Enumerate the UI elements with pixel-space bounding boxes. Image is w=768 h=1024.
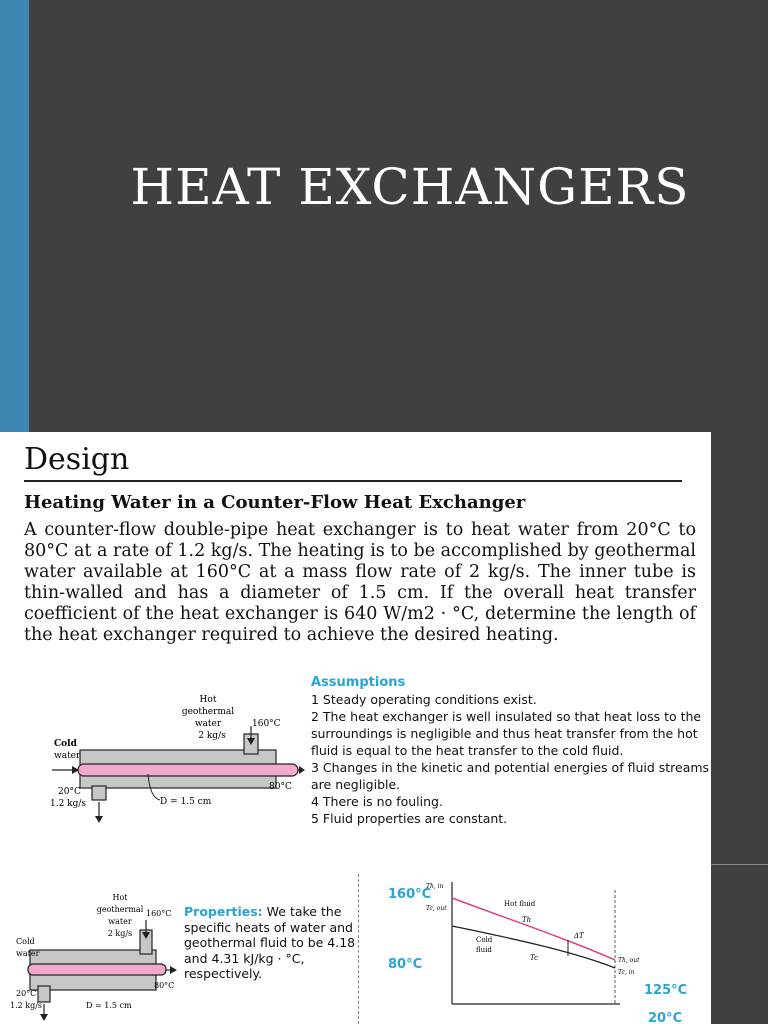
slide-title: HEAT EXCHANGERS [130, 158, 690, 216]
hot-label-2: geothermal [96, 905, 144, 914]
hot-label-3: water [194, 719, 222, 729]
temperature-profile-graph [380, 880, 710, 1024]
hot-label-2: geothermal [181, 707, 235, 717]
hot-label-1: Hot [112, 893, 128, 902]
th-in-label: Th, in [426, 883, 444, 890]
delta-t-label: ΔT [574, 932, 584, 940]
heat-exchanger-diagram [40, 690, 305, 830]
assumptions-block [311, 674, 711, 827]
cold-temp-in: 20°C [58, 787, 81, 797]
properties-text: We take the specific heats of water and geothermal fluid to be 4.18 and 4.31 kJ/kg · °C, respectively. [184, 904, 356, 981]
properties-block [184, 904, 360, 982]
tc-label: Tc [530, 954, 539, 962]
diameter-label: D = 1.5 cm [86, 1001, 132, 1010]
th-out-label: Th, out [618, 957, 640, 964]
sidebar-divider [711, 864, 768, 865]
hot-temp: 160°C [252, 719, 281, 729]
properties-title: Properties: [184, 904, 263, 919]
design-slide [0, 432, 768, 1024]
assumption-item: 4 There is no fouling. [311, 794, 443, 809]
heading-rule [24, 480, 682, 482]
cold-label-1: Cold [54, 739, 77, 749]
cold-flow: 1.2 kg/s [50, 799, 87, 809]
tc-out-label: Tc, out [426, 905, 447, 912]
hot-flow: 2 kg/s [107, 929, 133, 938]
section-heading: Design [24, 442, 130, 477]
hot-fluid-label: Hot fluid [504, 900, 536, 908]
outlet-temp: 80°C [269, 782, 292, 792]
title-slide [0, 0, 768, 432]
th-label: Th [522, 916, 532, 924]
assumption-item: 3 Changes in the kinetic and potential energies of fluid streams are negligible. [311, 760, 710, 792]
separator [358, 874, 359, 1024]
diameter-label: D = 1.5 cm [160, 797, 212, 807]
hot-flow: 2 kg/s [198, 731, 226, 741]
t-cold-out: 80°C [388, 957, 423, 972]
t-hot-in: 160°C [388, 887, 432, 902]
cold-fluid-label-1: Cold [476, 936, 493, 944]
cold-label-2: water [54, 751, 81, 761]
hot-temp: 160°C [146, 909, 172, 918]
cold-label-2: water [16, 949, 40, 958]
outlet-temp: 80°C [154, 981, 175, 990]
problem-statement: A counter-flow double-pipe heat exchanger is to heat water from 20°C to 80°C at a rate of 1.2 kg/s. The heating is to be accomplished by geothermal water available at 160°C at a mass flow rate of 2 kg/s. The inner tube is thin-walled and has a diameter of 1.5 cm. If the overall heat transfer coefficient of the heat exchanger is 640 W/m2 · °C, determine the length of the heat exchanger required to achieve the desired heating. [24, 520, 696, 645]
right-sidebar [711, 432, 768, 1024]
t-hot-out: 125°C [644, 983, 688, 998]
cold-label-1: Cold [16, 937, 35, 946]
cold-fluid-label-2: fluid [476, 946, 492, 954]
assumption-item: 2 The heat exchanger is well insulated so that heat loss to the surroundings is negligible and thus heat transfer from the hot fluid is equal to the heat transfer to the cold fluid. [311, 709, 702, 758]
cold-temp-in: 20°C [16, 989, 37, 998]
t-cold-in: 20°C [648, 1011, 683, 1024]
hot-label-3: water [108, 917, 132, 926]
cold-flow: 1.2 kg/s [10, 1001, 43, 1010]
tc-in-label: Tc, in [618, 969, 635, 976]
heat-exchanger-diagram-small [0, 890, 182, 1024]
problem-subtitle: Heating Water in a Counter-Flow Heat Exchanger [24, 492, 526, 513]
assumptions-title: Assumptions [311, 675, 406, 690]
hot-label-1: Hot [199, 695, 217, 705]
accent-bar [0, 0, 29, 432]
assumption-item: 1 Steady operating conditions exist. [311, 692, 537, 707]
assumption-item: 5 Fluid properties are constant. [311, 811, 508, 826]
